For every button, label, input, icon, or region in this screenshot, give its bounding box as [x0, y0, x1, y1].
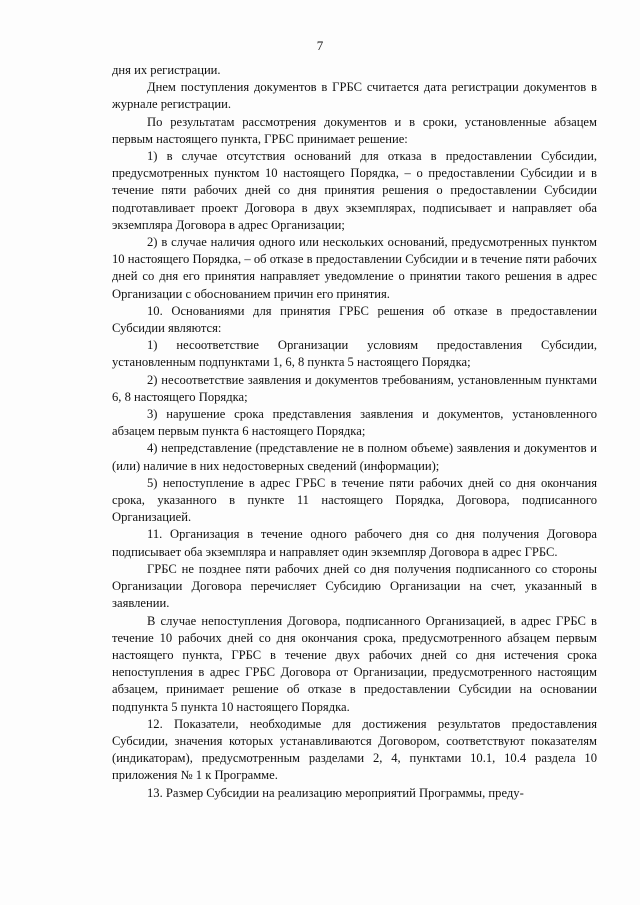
section-heading-paragraph: 12. Показатели, необходимые для достижения результатов предоставления Субсидии, значения которых устанавливаются Договором, соответствуют показателям (индикаторам), предусмотренным разделами 2, 4, пунктами 10.1, 10.4 раздела 10 приложения № 1 к Программе. — [112, 716, 597, 783]
section-heading-paragraph: 10. Основаниями для принятия ГРБС решения об отказе в предоставлении Субсидии являются: — [112, 303, 597, 336]
page-number: 7 — [316, 38, 324, 53]
paragraph: ГРБС не позднее пяти рабочих дней со дня получения подписанного со стороны Организации Договора перечисляет Субсидию Организации на счет, указанный в заявлении. — [112, 561, 597, 611]
list-item: 5) непоступление в адрес ГРБС в течение пяти рабочих дней со дня окончания срока, указанного в пункте 11 настоящего Порядка, Договора, подписанного Организацией. — [112, 475, 597, 525]
list-item: 2) в случае наличия одного или нескольких оснований, предусмотренных пунктом 10 настоящего Порядка, – об отказе в предоставлении Субсидии и в течение пяти рабочих дней со дня его принятия направляет уведомление о принятии такого решения в адрес Организации с обоснованием причин его принятия. — [112, 235, 597, 301]
list-item: 1) в случае отсутствия оснований для отказа в предоставлении Субсидии, предусмотренных пунктом 10 настоящего Порядка, – о предоставлении Субсидии и в течение пяти рабочих дней со дня принятия решения о предоставлении Субсидии подготавливает проект Договора в двух экземплярах, подписывает и направляет оба экземпляра Договора в адрес Организации; — [112, 149, 597, 232]
section-heading-paragraph: 13. Размер Субсидии на реализацию мероприятий Программы, преду- — [147, 785, 524, 800]
list-item: 1) несоответствие Организации условиям предоставления Субсидии, установленным подпунктами 1, 6, 8 пункта 5 настоящего Порядка; — [112, 338, 597, 370]
paragraph: дня их регистрации. — [112, 63, 221, 77]
list-item: 4) непредставление (представление не в полном объеме) заявления и документов и (или) наличие в них недостоверных сведений (информации); — [112, 441, 597, 473]
paragraph: По результатам рассмотрения документов и в сроки, установленные абзацем первым настоящего пункта, ГРБС принимает решение: — [112, 114, 597, 146]
list-item: 3) нарушение срока представления заявления и документов, установленного абзацем первым пункта 6 настоящего Порядка; — [112, 407, 597, 439]
paragraph: Днем поступления документов в ГРБС считается дата регистрации документов в журнале регистрации. — [112, 80, 597, 112]
document-body — [112, 62, 597, 802]
paragraph: В случае непоступления Договора, подписанного Организацией, в адрес ГРБС в течение 10 рабочих дней со дня окончания срока, предусмотренного абзацем первым настоящего пункта, ГРБС в течение двух рабочих дней со дня истечения срока непоступления в адрес ГРБС Договора от Организации, предусмотренного настоящим абзацем, принимает решение об отказе в предоставлении Субсидии на основании подпункта 5 пункта 10 настоящего Порядка. — [112, 613, 597, 714]
section-heading-paragraph: 11. Организация в течение одного рабочего дня со дня получения Договора подписывает оба экземпляра и направляет один экземпляр Договора в адрес ГРБС. — [112, 527, 597, 559]
list-item: 2) несоответствие заявления и документов требованиям, установленным пунктами 6, 8 настоящего Порядка; — [112, 372, 597, 404]
